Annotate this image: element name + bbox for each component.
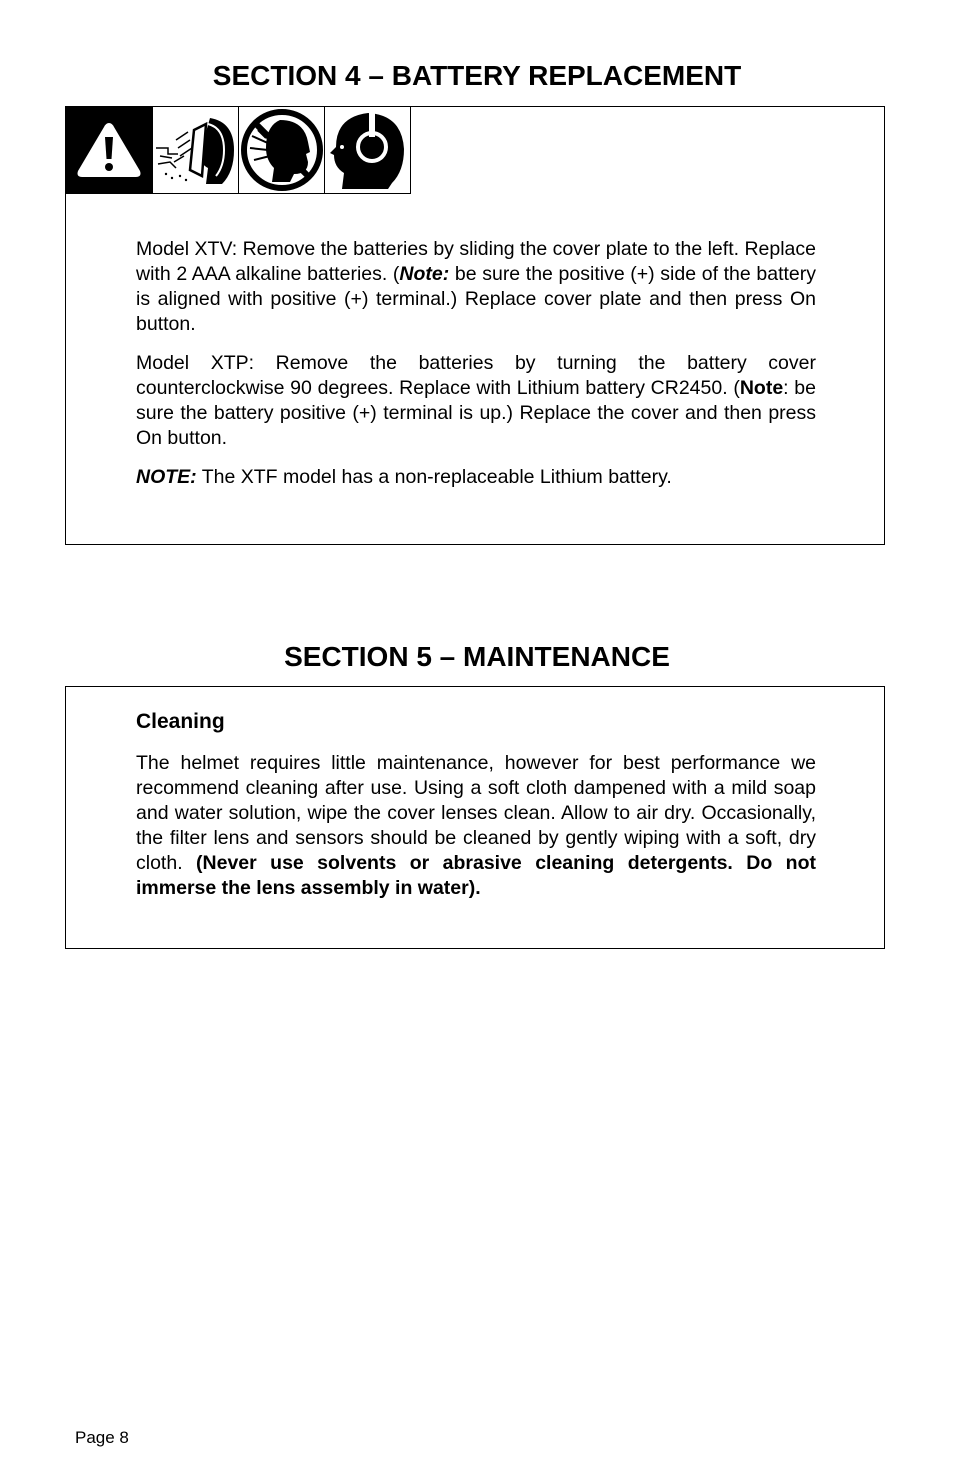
- xtp-text-part-1: Model XTP: Remove the batteries by turning the battery cover counterclockwise 90 degrees. Replace with Lithium battery CR2450. (: [136, 352, 816, 399]
- xtf-note-label: NOTE:: [136, 466, 197, 488]
- xtv-text-part-1: Model XTV: Remove the batteries by sliding the cover plate to the left. Replace with 2 AAA alkaline batteries. (: [136, 238, 816, 285]
- section-4-heading: SECTION 4 – BATTERY REPLACEMENT: [212, 60, 742, 91]
- warning-triangle-icon: [66, 107, 152, 193]
- maintenance-box: [65, 686, 885, 949]
- no-fumes-breathing-icon: [238, 107, 324, 193]
- page-number: Page 8: [75, 1428, 129, 1447]
- cleaning-subheading: Cleaning: [136, 710, 225, 733]
- xtf-note-paragraph: [136, 465, 816, 490]
- xtv-paragraph: [136, 237, 816, 337]
- xtp-paragraph: [136, 351, 816, 451]
- xtp-note-label: Note: [739, 377, 784, 399]
- cleaning-text: The helmet requires little maintenance, however for best performance we recommend cleaning after use. Using a soft cloth dampened with a mild soap and water solution, wipe the cover lenses clean. Allow to air dry. Occasionally, the filter lens and sensors should be cleaned by gently wiping with a soft, dry cloth.: [136, 752, 816, 874]
- section-5-heading: SECTION 5 – MAINTENANCE: [284, 641, 670, 672]
- xtv-text-part-2: be sure the positive (+) side of the battery is aligned with positive (+) terminal.) Replace cover plate and then press On button.: [136, 263, 816, 335]
- safety-icon-strip: [66, 107, 411, 194]
- xtp-text-part-2: : be sure the battery positive (+) terminal is up.) Replace the cover and then press On button.: [136, 377, 816, 449]
- xtv-note-label: Note:: [399, 263, 450, 285]
- battery-replacement-text: [136, 237, 816, 504]
- xtf-note-text: The XTF model has a non-replaceable Lithium battery.: [196, 466, 672, 488]
- cleaning-warning-text: (Never use solvents or abrasive cleaning detergents. Do not immerse the lens assembly in water).: [136, 852, 816, 899]
- cleaning-paragraph: [136, 751, 816, 901]
- welding-sparks-face-shield-icon: [152, 107, 238, 193]
- maintenance-text: [136, 709, 816, 915]
- battery-replacement-box: [65, 106, 885, 545]
- hearing-protection-icon: [324, 107, 410, 193]
